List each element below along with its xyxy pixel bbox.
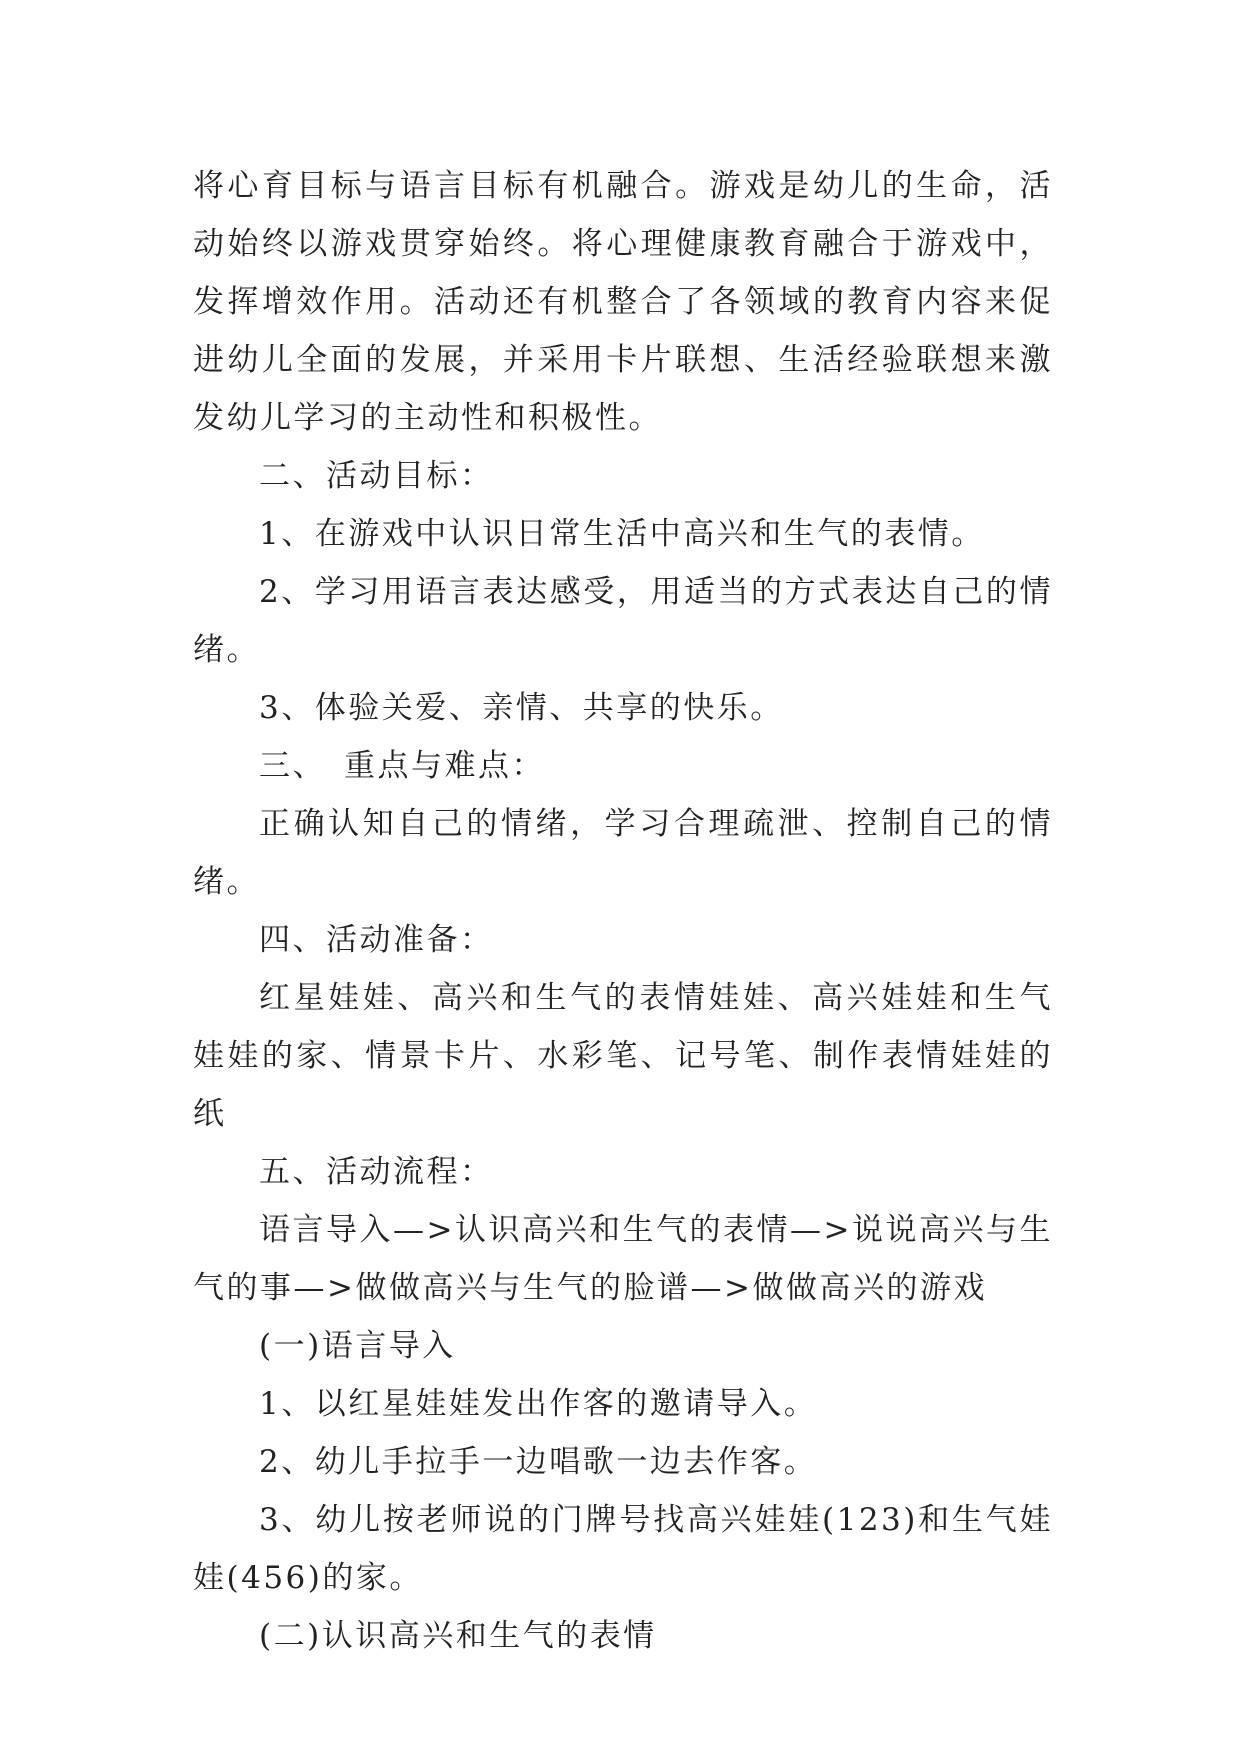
- subheading-recognize-expressions: (二)认识高兴和生气的表情: [259, 1618, 657, 1654]
- goal-item-1: 1、在游戏中认识日常生活中高兴和生气的表情。: [259, 516, 985, 552]
- heading-activity-goals: 二、活动目标：: [259, 458, 494, 494]
- subheading-language-intro: (一)语言导入: [259, 1328, 456, 1364]
- step-item-3: 3、幼儿按老师说的门牌号找高兴娃娃(123)和生气娃娃(456)的家。: [193, 1502, 1053, 1596]
- preparation-text: 红星娃娃、高兴和生气的表情娃娃、高兴娃娃和生气娃娃的家、情景卡片、水彩笔、记号笔、制作表情娃娃的纸: [193, 980, 1053, 1132]
- process-flow-text: 语言导入—>认识高兴和生气的表情—>说说高兴与生气的事—>做做高兴与生气的脸谱—>做做高兴的游戏: [193, 1212, 1053, 1306]
- heading-process: 五、活动流程：: [259, 1154, 494, 1190]
- goal-item-3: 3、体验关爱、亲情、共享的快乐。: [259, 690, 784, 726]
- heading-key-points: 三、 重点与难点：: [259, 748, 545, 784]
- document-body: [193, 157, 1053, 1665]
- paragraph-intro: 将心育目标与语言目标有机融合。游戏是幼儿的生命，活动始终以游戏贯穿始终。将心理健康教育融合于游戏中，发挥增效作用。活动还有机整合了各领域的教育内容来促进幼儿全面的发展，并采用卡片联想、生活经验联想来激发幼儿学习的主动性和积极性。: [193, 168, 1053, 436]
- goal-item-2: 2、学习用语言表达感受，用适当的方式表达自己的情绪。: [193, 574, 1053, 668]
- step-item-1: 1、以红星娃娃发出作客的邀请导入。: [259, 1386, 818, 1422]
- step-item-2: 2、幼儿手拉手一边唱歌一边去作客。: [259, 1444, 818, 1480]
- key-points-text: 正确认知自己的情绪，学习合理疏泄、控制自己的情绪。: [193, 806, 1053, 900]
- heading-preparation: 四、活动准备：: [259, 922, 494, 958]
